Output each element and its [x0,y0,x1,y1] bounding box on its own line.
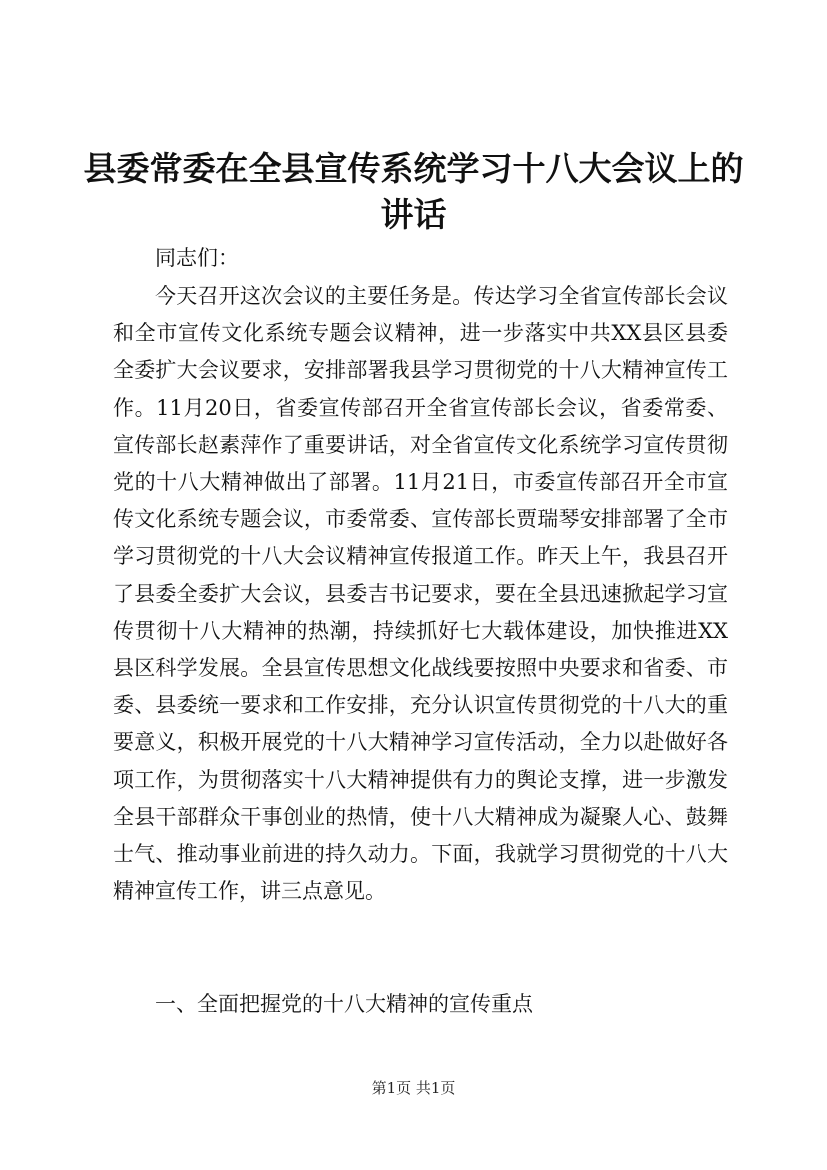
document-title: 县委常委在全县宣传系统学习十八大会议上的讲话 [83,149,744,234]
body-paragraph: 今天召开这次会议的主要任务是。传达学习全省宣传部长会议和全市宣传文化系统专题会议精神，进一步落实中共XX县区县委全委扩大会议要求，安排部署我县学习贯彻党的十八大精神宣传工作。11月20日，省委宣传部召开全省宣传部长会议，省委常委、宣传部长赵素萍作了重要讲话，对全省宣传文化系统学习宣传贯彻党的十八大精神做出了部署。11月21日，市委宣传部召开全市宣传文化系统专题会议，市委常委、宣传部长贾瑞琴安排部署了全市学习贯彻党的十八大会议精神宣传报道工作。昨天上午，我县召开了县委全委扩大会议，县委吉书记要求，要在全县迅速掀起学习宣传贯彻十八大精神的热潮，持续抓好七大载体建设，加快推进XX县区科学发展。全县宣传思想文化战线要按照中央要求和省委、市委、县委统一要求和工作安排，充分认识宣传贯彻党的十八大的重要意义，积极开展党的十八大精神学习宣传活动，全力以赴做好各项工作，为贯彻落实十八大精神提供有力的舆论支撑，进一步激发全县干部群众干事创业的热情，使十八大精神成为凝聚人心、鼓舞士气、推动事业前进的持久动力。下面，我就学习贯彻党的十八大精神宣传工作，讲三点意见。 [113,284,728,904]
page-footer: 第1页 共1页 [371,1079,456,1097]
section-heading: 一、全面把握党的十八大精神的宣传重点 [155,992,533,1016]
salutation: 同志们： [155,246,239,270]
